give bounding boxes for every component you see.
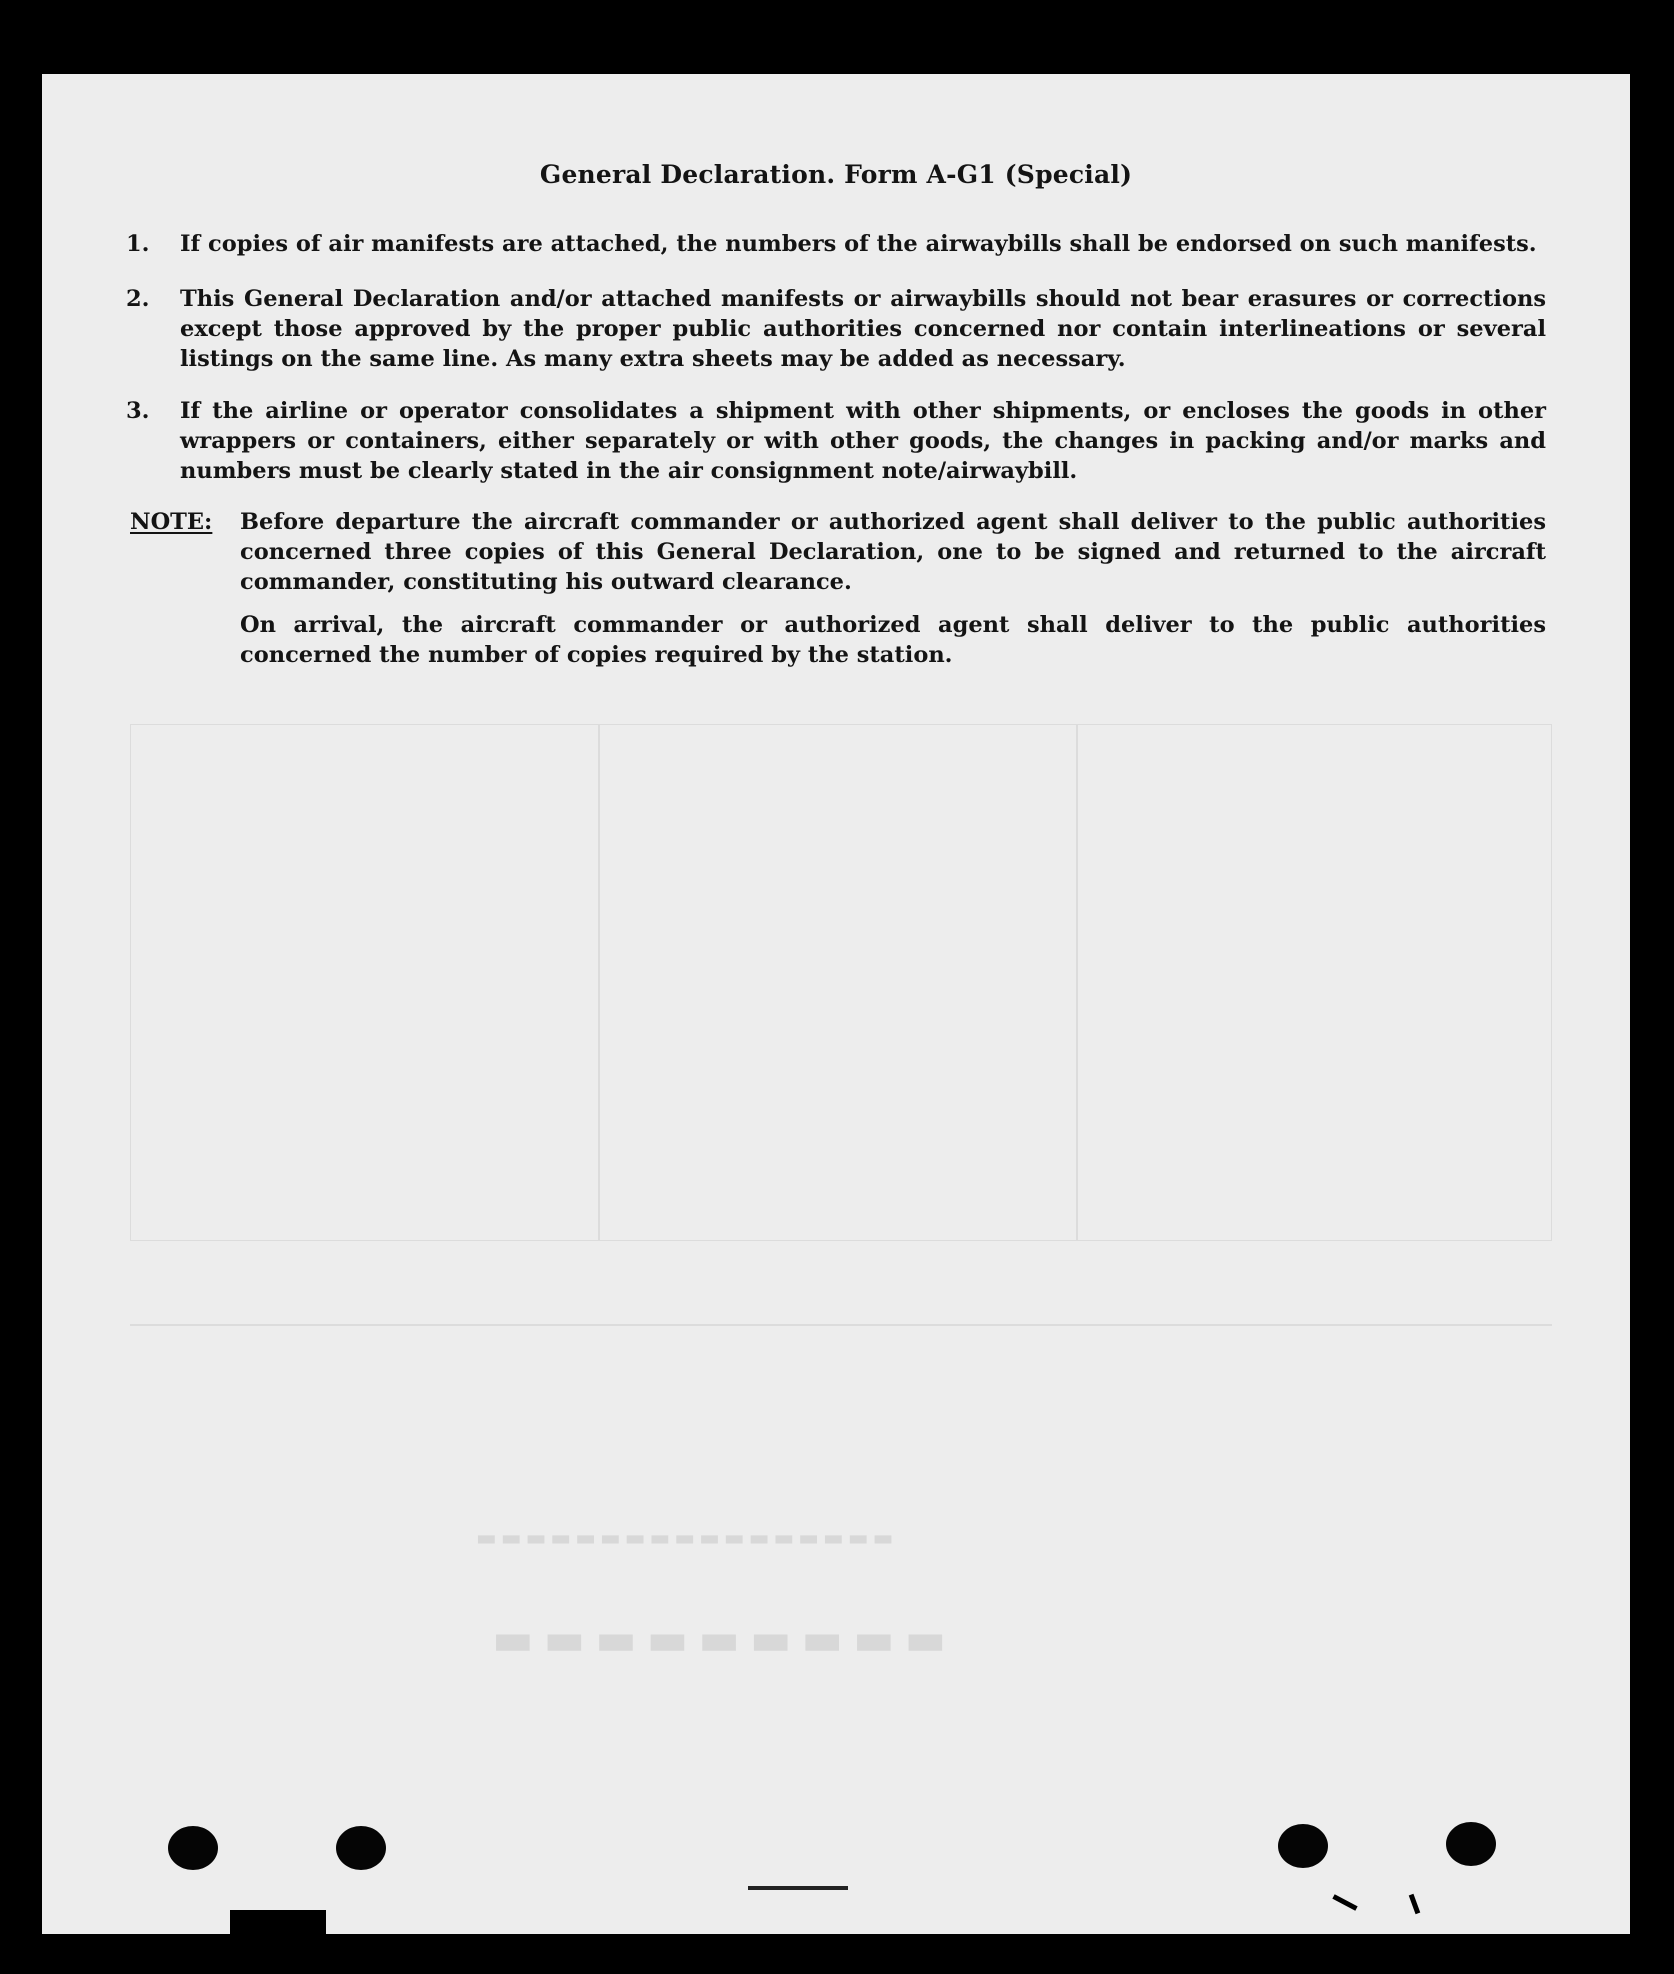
note-label: NOTE: [130,509,213,535]
bleed-through-rule [130,1324,1552,1326]
scan-artifact [230,1910,326,1934]
punch-hole [1278,1824,1328,1868]
scan-artifact [1332,1894,1357,1911]
instruction-text: If copies of air manifests are attached, the numbers of the airwaybills shall be endorsed on such manifests. [180,231,1537,257]
punch-hole [1446,1822,1496,1866]
instruction-item [126,229,1546,259]
instruction-number: 2. [126,286,150,312]
punch-hole [168,1826,218,1870]
instruction-number: 3. [126,398,150,424]
bleed-through-table [130,724,1552,1241]
instruction-item [126,396,1546,486]
bleed-through-column-divider [598,724,600,1241]
punch-hole [336,1826,386,1870]
paper-sheet [42,74,1630,1934]
bleed-through-column-divider [1076,724,1078,1241]
note-paragraph: Before departure the aircraft commander or authorized agent shall deliver to the public authorities concerned three copies of this General Declaration, one to be signed and returned to the aircraft commander, constituting his outward clearance. [240,509,1546,595]
instruction-text: This General Declaration and/or attached manifests or airwaybills should not bear erasures or corrections except those approved by the proper public authorities concerned nor contain interlineations or several listings on the same line. As many extra sheets may be added as necessary. [180,286,1546,372]
note-paragraph: On arrival, the aircraft commander or authorized agent shall deliver to the public authorities concerned the number of copies required by the station. [240,612,1546,668]
bleed-through-line: ▬▬▬▬▬▬▬▬▬▬▬▬▬▬▬▬▬ [472,1526,894,1551]
instruction-text: If the airline or operator consolidates a shipment with other shipments, or encloses the goods in other wrappers or containers, either separately or with other goods, the changes in packing and/or marks and numbers must be clearly stated in the air consignment note/airwaybill. [180,398,1546,484]
document-title: General Declaration. Form A-G1 (Special) [539,160,1133,189]
bleed-through-heading: ▬▬▬▬▬▬▬▬▬ [482,1614,947,1665]
scan-artifact [748,1886,848,1890]
note-block [130,507,1546,683]
scan-artifact [1409,1894,1421,1915]
instruction-item [126,284,1546,374]
instruction-number: 1. [126,231,150,257]
note-text [240,507,1546,670]
